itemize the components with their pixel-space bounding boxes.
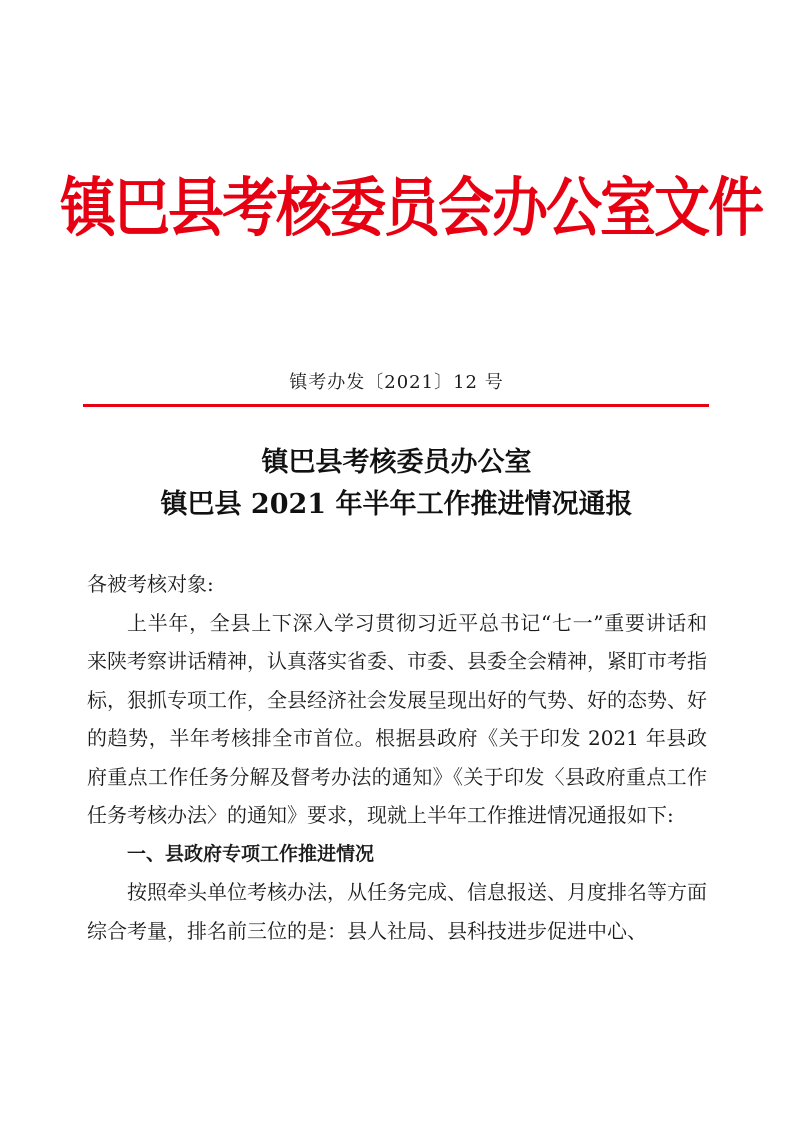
paragraph-1: 上半年，全县上下深入学习贯彻习近平总书记“七一”重要讲话和来陕考察讲话精神，认真落实省委、市委、县委全会精神，紧盯市考指标，狠抓专项工作，全县经济社会发展呈现出好的气势、好的态势、好的趋势，半年考核排全市首位。根据县政府《关于印发 2021 年县政府重点工作任务分解及督考办法的通知》《关于印发〈县政府重点工作任务考核办法〉的通知》要求，现就上半年工作推进情况通报如下:: [87, 610, 707, 827]
document-number: 镇考办发〔2021〕12 号: [289, 372, 504, 393]
salutation: 各被考核对象:: [87, 572, 214, 596]
title-line-2: 镇巴县 2021 年半年工作推进情况通报: [160, 489, 633, 520]
paragraph-2: 按照牵头单位考核办法，从任务完成、信息报送、月度排名等方面综合考量，排名前三位的是：县人社局、县科技进步促进中心、: [87, 880, 707, 943]
masthead-title: 镇巴县考核委员会办公室文件: [60, 170, 762, 246]
title-line-1: 镇巴县考核委员办公室: [261, 447, 532, 478]
red-divider-line: [83, 404, 709, 407]
document-body: [87, 565, 707, 950]
section-heading-1: 一、县政府专项工作推进情况: [127, 842, 375, 865]
document-title: [0, 442, 793, 526]
